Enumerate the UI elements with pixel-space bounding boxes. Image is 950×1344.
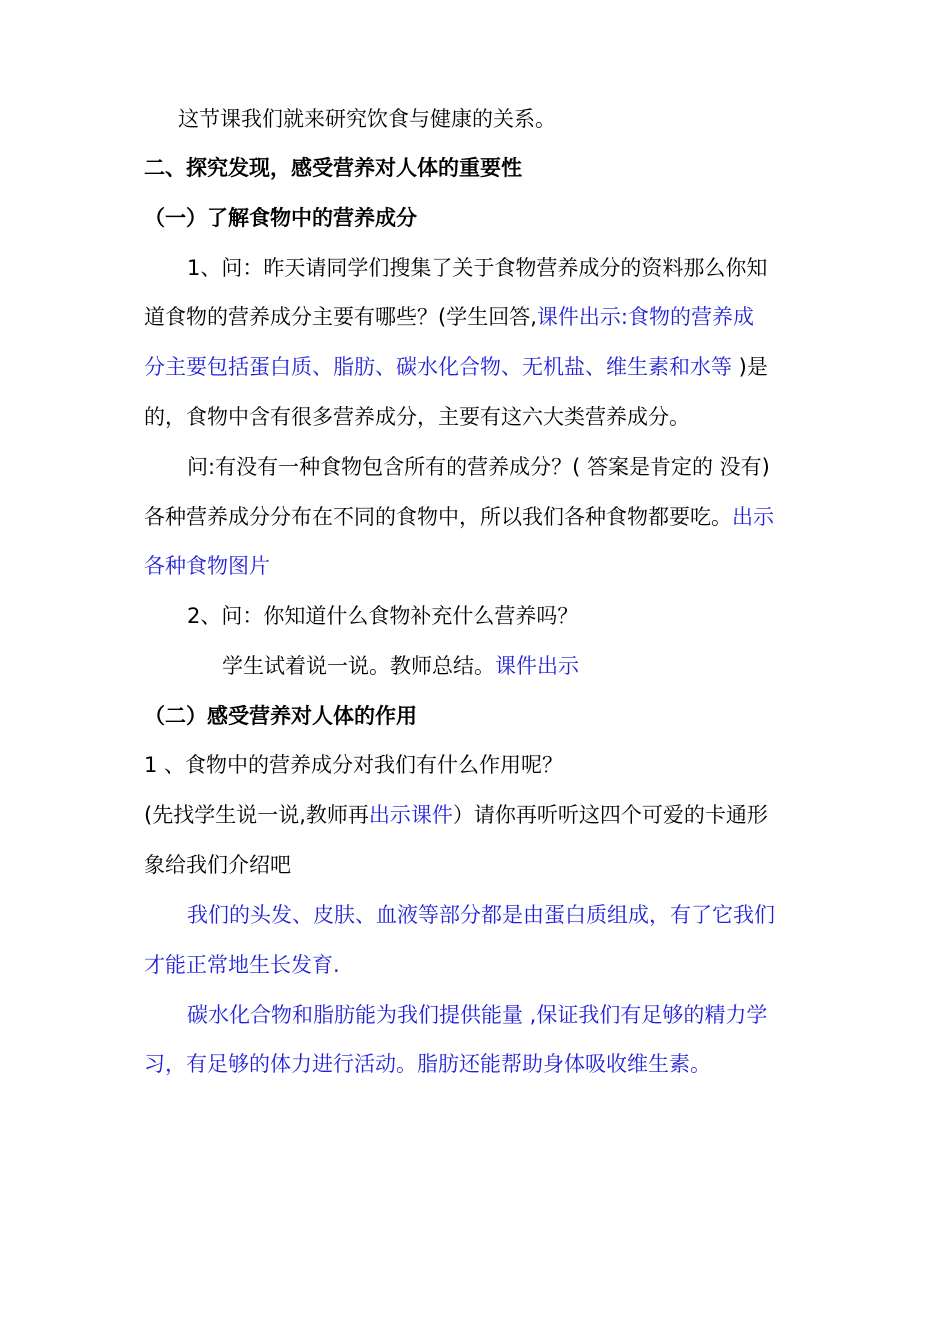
intro-text: 这节课我们就来研究饮食与健康的关系。 [178, 107, 556, 131]
subsection-heading-1 [144, 203, 834, 233]
paragraph-1-text: 象给我们介绍吧 [144, 853, 291, 877]
carb-paragraph-line-2 [144, 1049, 834, 1079]
question-1b-text: 问:有没有一种食物包含所有的营养成分？( 答案是肯定的 没有) [187, 455, 770, 479]
subsection-heading-1-text: （一）了解食物中的营养成分 [144, 206, 417, 230]
section-heading [144, 153, 834, 183]
question-2-line-1 [187, 601, 877, 631]
question-1-line-2 [144, 302, 834, 332]
courseware-highlight: 课件出示 [495, 654, 579, 678]
question-1b-line-2 [144, 502, 834, 532]
intro-paragraph [178, 104, 868, 134]
question-1-text: )是 [732, 355, 768, 379]
protein-paragraph-line-1 [187, 900, 877, 930]
courseware-highlight: 分主要包括蛋白质、脂肪、碳水化合物、无机盐、维生素和水等 [144, 355, 732, 379]
question-2-line-2 [222, 651, 912, 681]
protein-text: 才能正常地生长发育. [144, 953, 340, 977]
section-heading-text: 二、探究发现，感受营养对人体的重要性 [144, 156, 522, 180]
carb-text: 习，有足够的体力进行活动。脂肪还能帮助身体吸收维生素。 [144, 1052, 711, 1076]
protein-paragraph-line-2 [144, 950, 834, 980]
paragraph-1-line-2 [144, 800, 834, 830]
question-1-text: 1、问：昨天请同学们搜集了关于食物营养成分的资料那么你知 [187, 256, 768, 280]
paragraph-1-text: 1 、食物中的营养成分对我们有什么作用呢？ [144, 753, 564, 777]
courseware-highlight: 出示 [732, 505, 774, 529]
question-1-line-4 [144, 402, 834, 432]
question-1-text: 道食物的营养成分主要有哪些？(学生回答, [144, 305, 537, 329]
question-1b-line-1 [187, 452, 877, 482]
question-1-text: 的，食物中含有很多营养成分，主要有这六大类营养成分。 [144, 405, 690, 429]
question-1b-line-3 [144, 551, 834, 581]
courseware-highlight: 出示课件 [368, 803, 453, 827]
paragraph-1-text: ）请你再听听这四个可爱的卡通形 [452, 803, 768, 827]
carb-text: 碳水化合物和脂肪能为我们提供能量 ,保证我们有足够的精力学 [187, 1003, 768, 1027]
question-2-text: 2、问：你知道什么食物补充什么营养吗？ [187, 604, 579, 628]
question-1-line-3 [144, 352, 834, 382]
question-1-line-1 [187, 253, 877, 283]
subsection-heading-2-text: （二）感受营养对人体的作用 [144, 704, 417, 728]
protein-text: 我们的头发、皮肤、血液等部分都是由蛋白质组成，有了它我们 [187, 903, 775, 927]
question-1b-text: 各种营养成分分布在不同的食物中，所以我们各种食物都要吃。 [144, 505, 732, 529]
carb-paragraph-line-1 [187, 1000, 877, 1030]
courseware-highlight: 各种食物图片 [144, 554, 270, 578]
question-2-text: 学生试着说一说。教师总结。 [222, 654, 495, 678]
paragraph-1-line-3 [144, 850, 834, 880]
paragraph-1-text: (先找学生说一说,教师再 [144, 803, 369, 827]
courseware-highlight: 课件出示:食物的营养成 [536, 305, 754, 329]
paragraph-1-line-1 [144, 750, 834, 780]
subsection-heading-2 [144, 701, 834, 731]
